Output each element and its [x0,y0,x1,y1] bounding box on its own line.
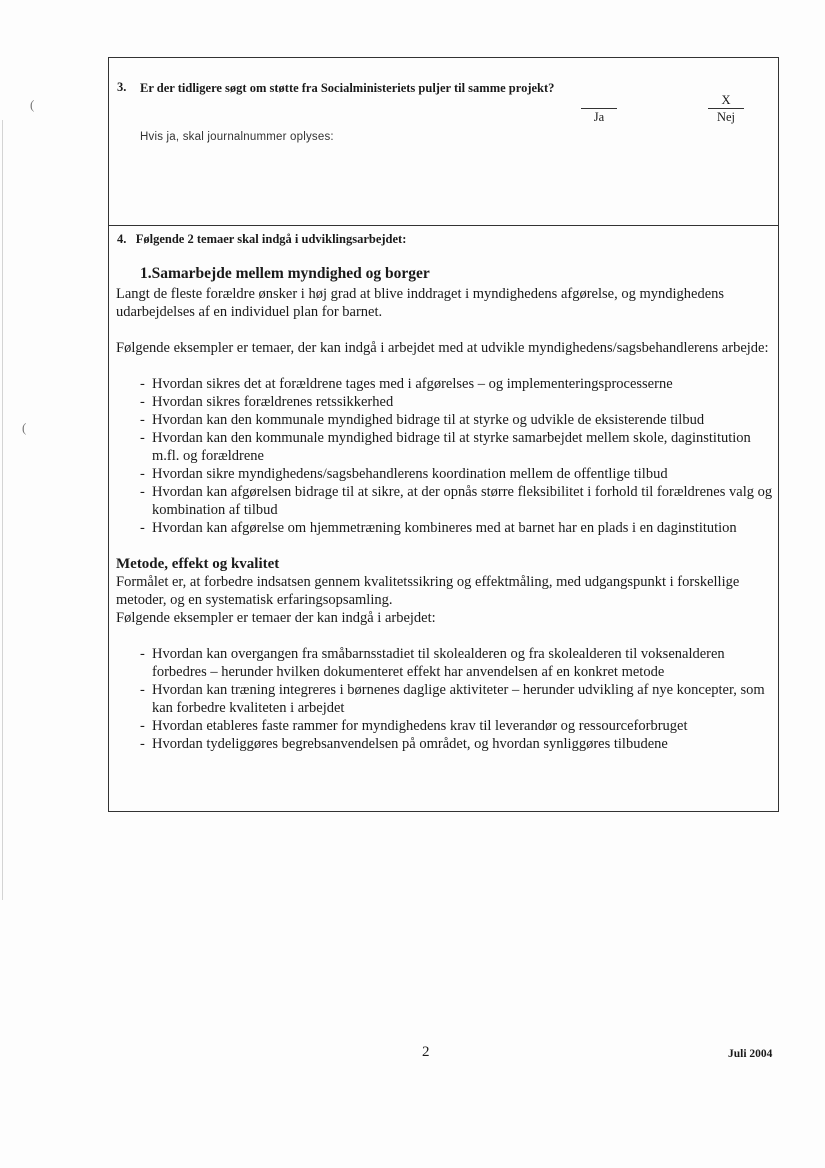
section-heading-text: Følgende 2 temaer skal indgå i udviklingsarbejdet: [135,232,407,246]
answer-yes-mark [581,92,617,109]
list-item: - Hvordan kan afgørelsen bidrage til at sikre, at der opnås større fleksibilitet i forhold til forældrenes valg og kombination af tilbud [140,483,776,519]
theme-2-examples-intro: Følgende eksempler er temaer der kan indgå i arbejdet: [116,610,436,626]
list-item: - Hvordan tydeliggøres begrebsanvendelsen på området, og hvordan synliggøres tilbudene [140,735,776,753]
theme-1-list [116,375,776,537]
list-item: - Hvordan kan den kommunale myndighed bidrage til at styrke og udvikle de eksisterende tilbud [140,411,776,429]
answer-no-label: Nej [716,110,736,124]
footer-date: Juli 2004 [728,1048,773,1060]
theme-2-title: Metode, effekt og kvalitet [116,556,280,572]
list-item: - Hvordan etableres faste rammer for myndighedens krav til leverandør og ressourceforbruget [140,717,776,735]
section-3 [109,58,778,226]
list-item: - Hvordan kan træning integreres i børnenes daglige aktiviteter – herunder udvikling af nye koncepter, som kan forbedre kvaliteten i arbejdet [140,681,776,717]
theme-1-examples-intro: Følgende eksempler er temaer, der kan indgå i arbejdet med at udvikle myndighedens/sagsbehandlerens arbejde: [116,340,769,356]
answer-no[interactable] [696,92,756,125]
journal-note: Hvis ja, skal journalnummer oplyses: [140,131,334,143]
list-item: - Hvordan sikres forældrenes retssikkerhed [140,393,776,411]
question-text: Er der tidligere søgt om støtte fra Socialministeriets puljer til samme projekt? [140,81,555,95]
form-frame [108,57,779,812]
answer-no-mark: X [708,92,744,109]
question-number: 3. [117,80,127,94]
section-4-content [116,265,776,753]
list-item: - Hvordan kan den kommunale myndighed bidrage til at styrke samarbejdet mellem skole, daginstitution m.fl. og forældrene [140,429,776,465]
list-item: - Hvordan kan afgørelse om hjemmetræning kombineres med at barnet har en plads i en daginstitution [140,519,776,537]
scan-edge-line [2,120,3,900]
scan-mark: ( [22,420,27,435]
list-item: - Hvordan sikre myndighedens/sagsbehandlerens koordination mellem de offentlige tilbud [140,465,776,483]
list-item: - Hvordan sikres det at forældrene tages med i afgørelses – og implementeringsprocesserne [140,375,776,393]
section-number: 4. [117,232,127,246]
theme-2-intro: Formålet er, at forbedre indsatsen gennem kvalitetssikring og effektmåling, med udgangspunkt i forskellige metoder, og en systematisk erfaringsopsamling. [116,574,740,608]
theme-1-intro: Langt de fleste forældre ønsker i høj grad at blive inddraget i myndighedens afgørelse, og myndighedens udarbejdelses af en individuel plan for barnet. [116,286,725,320]
answer-yes-label: Ja [593,110,605,124]
list-item: - Hvordan kan overgangen fra småbarnsstadiet til skolealderen og fra skolealderen til voksenalderen forbedres – herunder hvilken dokumenteret effekt har anvendelsen af en konkret metode [140,645,776,681]
page-number: 2 [422,1044,430,1060]
section-4-heading [117,232,406,247]
scan-mark: ( [30,97,35,112]
theme-1-title: 1.Samarbejde mellem myndighed og borger [140,265,430,282]
answer-yes[interactable] [569,92,629,125]
theme-2-list [116,645,776,753]
